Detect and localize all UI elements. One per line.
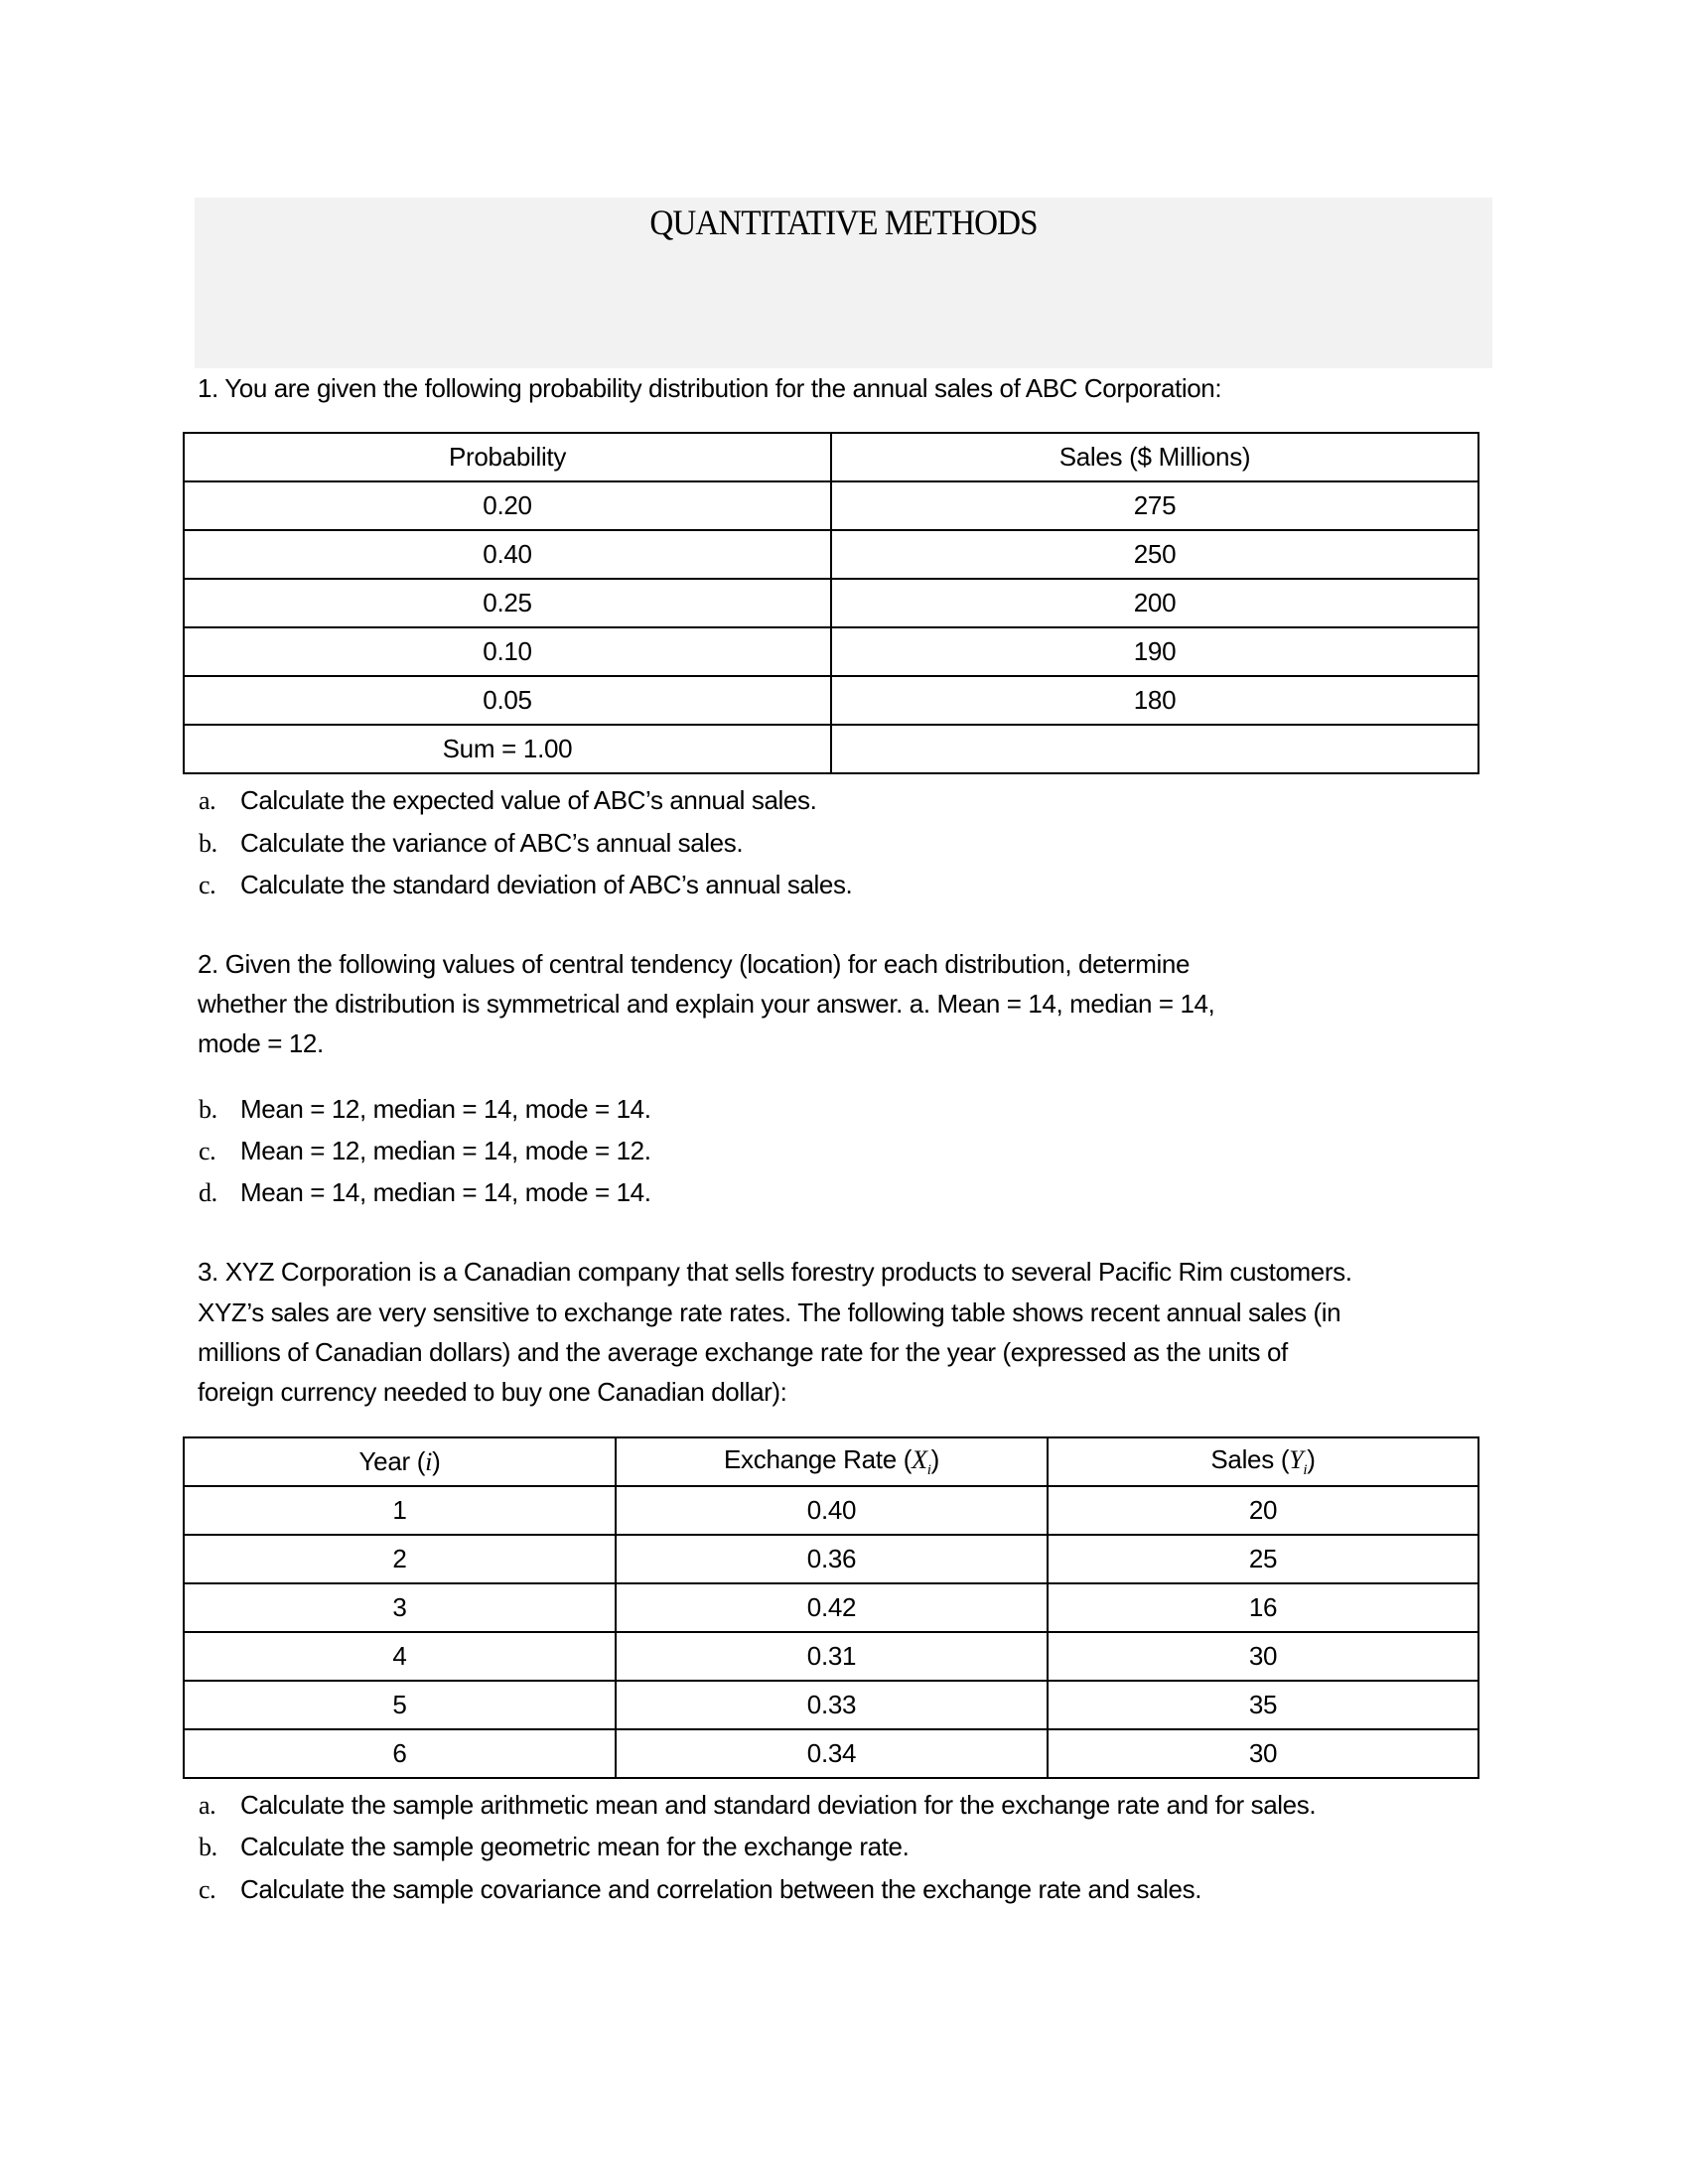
math-symbol: $X_i$: [912, 1444, 931, 1479]
probability-table: [183, 432, 1479, 774]
q3-line-1: 3. XYZ Corporation is a Canadian company that sells forestry products to several Pacific Rim customers.: [198, 1257, 1352, 1287]
header-sales: Sales $(Y_i)$: [1048, 1437, 1478, 1486]
cell-sales: 30: [1048, 1632, 1478, 1681]
q1-prompt: 1. You are given the following probability distribution for the annual sales of ABC Corporation:: [198, 373, 1222, 403]
cell-exchange-rate: 0.36: [616, 1535, 1048, 1583]
q1-part-b: [199, 826, 743, 861]
part-label: c.: [199, 871, 216, 899]
cell-year: 1: [184, 1486, 616, 1535]
cell-exchange-rate: 0.40: [616, 1486, 1048, 1535]
table-row: [184, 1583, 1478, 1632]
q2-line-3: mode = 12.: [198, 1028, 324, 1058]
part-text: Calculate the sample covariance and correlation between the exchange rate and sales.: [240, 1874, 1202, 1904]
table-row: [184, 676, 1478, 725]
cell-sales: 35: [1048, 1681, 1478, 1729]
cell-exchange-rate: 0.33: [616, 1681, 1048, 1729]
table-row: [184, 481, 1478, 530]
cell-sales: 20: [1048, 1486, 1478, 1535]
cell-sales: 30: [1048, 1729, 1478, 1778]
table-header-row: [184, 433, 1478, 481]
table-row: [184, 1729, 1478, 1778]
q2-line-1: 2. Given the following values of central tendency (location) for each distribution, determine: [198, 949, 1191, 979]
part-label: c.: [199, 1875, 216, 1904]
part-text: Mean = 14, median = 14, mode = 14.: [240, 1177, 651, 1207]
table-row: [184, 579, 1478, 627]
table-sum-row: [184, 725, 1478, 773]
cell-sum: Sum = 1.00: [184, 725, 831, 773]
exchange-rate-table: [183, 1436, 1479, 1779]
part-text: Calculate the sample geometric mean for the exchange rate.: [240, 1832, 910, 1861]
q2-part-c: [199, 1134, 651, 1168]
q3-part-b: [199, 1830, 909, 1864]
header-probability: Probability: [184, 433, 831, 481]
table-row: [184, 530, 1478, 579]
math-symbol: $Y_i$: [1289, 1444, 1308, 1479]
part-text: Calculate the sample arithmetic mean and standard deviation for the exchange rate and for sales.: [240, 1790, 1317, 1820]
q3-part-c: [199, 1872, 1201, 1907]
header-year: Year (i): [184, 1437, 616, 1486]
table-row: [184, 627, 1478, 676]
q3-line-4: foreign currency needed to buy one Canadian dollar):: [198, 1377, 787, 1407]
q2-part-d: [199, 1175, 651, 1210]
part-label: a.: [199, 786, 216, 815]
part-label: d.: [199, 1178, 217, 1207]
cell-empty: [831, 725, 1478, 773]
part-label: b.: [199, 829, 217, 858]
part-text: Calculate the standard deviation of ABC’s annual sales.: [240, 870, 853, 899]
part-label: c.: [199, 1137, 216, 1165]
cell-year: 4: [184, 1632, 616, 1681]
table-header-row: [184, 1437, 1478, 1486]
table-row: [184, 1486, 1478, 1535]
cell-exchange-rate: 0.31: [616, 1632, 1048, 1681]
cell-probability: 0.20: [184, 481, 831, 530]
q3-line-2: XYZ’s sales are very sensitive to exchange rate rates. The following table shows recent annual sales (in: [198, 1297, 1341, 1327]
cell-sales: 190: [831, 627, 1478, 676]
q3-part-a: [199, 1788, 1316, 1823]
cell-year: 5: [184, 1681, 616, 1729]
page-title: QUANTITATIVE METHODS: [649, 203, 1038, 242]
cell-sales: 180: [831, 676, 1478, 725]
table-row: [184, 1632, 1478, 1681]
cell-sales: 25: [1048, 1535, 1478, 1583]
cell-probability: 0.10: [184, 627, 831, 676]
q2-part-b: [199, 1092, 651, 1127]
cell-probability: 0.05: [184, 676, 831, 725]
math-symbol: i: [425, 1447, 433, 1476]
cell-year: 2: [184, 1535, 616, 1583]
cell-year: 6: [184, 1729, 616, 1778]
title-banner: [195, 198, 1492, 368]
part-text: Mean = 12, median = 14, mode = 12.: [240, 1136, 651, 1165]
q1-part-a: [199, 783, 816, 818]
cell-exchange-rate: 0.42: [616, 1583, 1048, 1632]
q3-line-3: millions of Canadian dollars) and the average exchange rate for the year (expressed as the units of: [198, 1337, 1288, 1367]
cell-sales: 275: [831, 481, 1478, 530]
cell-probability: 0.25: [184, 579, 831, 627]
cell-exchange-rate: 0.34: [616, 1729, 1048, 1778]
table-row: [184, 1535, 1478, 1583]
header-exchange-rate: Exchange Rate $(X_i)$: [616, 1437, 1048, 1486]
part-label: b.: [199, 1833, 217, 1861]
part-text: Calculate the variance of ABC’s annual sales.: [240, 828, 744, 858]
cell-sales: 16: [1048, 1583, 1478, 1632]
q2-line-2: whether the distribution is symmetrical and explain your answer. a. Mean = 14, median = 14,: [198, 989, 1215, 1019]
part-label: a.: [199, 1791, 216, 1820]
q1-part-c: [199, 868, 852, 902]
part-text: Mean = 12, median = 14, mode = 14.: [240, 1094, 651, 1124]
cell-sales: 250: [831, 530, 1478, 579]
cell-year: 3: [184, 1583, 616, 1632]
cell-sales: 200: [831, 579, 1478, 627]
cell-probability: 0.40: [184, 530, 831, 579]
table-row: [184, 1681, 1478, 1729]
part-label: b.: [199, 1095, 217, 1124]
part-text: Calculate the expected value of ABC’s annual sales.: [240, 785, 817, 815]
header-sales: Sales ($ Millions): [831, 433, 1478, 481]
